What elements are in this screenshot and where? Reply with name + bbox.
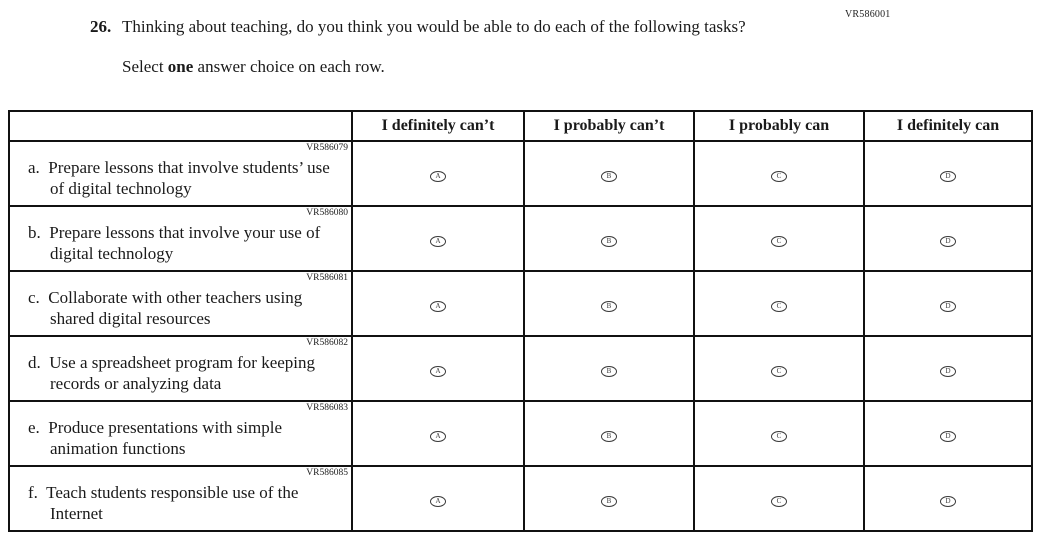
- task-label-cell: [9, 141, 352, 206]
- answer-bubble-b[interactable]: [601, 301, 617, 312]
- bubble-letter: C: [776, 236, 782, 245]
- bubble-letter: A: [435, 301, 441, 310]
- bubble-letter: C: [776, 171, 782, 180]
- bubble-letter: B: [606, 236, 612, 245]
- answer-bubble-c[interactable]: [771, 496, 787, 507]
- answer-cell: [864, 141, 1032, 206]
- task-text: [10, 479, 351, 526]
- answer-bubble-b[interactable]: [601, 366, 617, 377]
- bubble-letter: A: [435, 171, 441, 180]
- task-text: [10, 414, 351, 461]
- task-label-cell: [9, 271, 352, 336]
- table-row: [9, 206, 1032, 271]
- answer-cell: [352, 401, 524, 466]
- bubble-letter: C: [776, 301, 782, 310]
- answer-bubble-d[interactable]: [940, 171, 956, 182]
- answer-cell: [864, 206, 1032, 271]
- instruction-suffix: answer choice on each row.: [193, 57, 385, 76]
- answer-cell: [524, 206, 694, 271]
- table-row: [9, 271, 1032, 336]
- task-text: [10, 284, 351, 331]
- table-body: [9, 141, 1032, 531]
- answer-cell: [864, 466, 1032, 531]
- task-label-cell: [9, 206, 352, 271]
- task-letter: a.: [28, 158, 40, 177]
- form-code: VR586001: [845, 9, 891, 20]
- answer-bubble-a[interactable]: [430, 366, 446, 377]
- question-text: Thinking about teaching, do you think you would be able to do each of the following tasks?: [122, 17, 746, 36]
- answer-cell: [694, 206, 864, 271]
- bubble-letter: B: [606, 431, 612, 440]
- answer-cell: [524, 271, 694, 336]
- answer-cell: [864, 336, 1032, 401]
- answer-bubble-b[interactable]: [601, 236, 617, 247]
- bubble-letter: C: [776, 496, 782, 505]
- question-block: [90, 16, 810, 77]
- answer-bubble-d[interactable]: [940, 431, 956, 442]
- answer-bubble-c[interactable]: [771, 301, 787, 312]
- bubble-letter: D: [945, 236, 951, 245]
- bubble-letter: D: [945, 496, 951, 505]
- bubble-letter: B: [606, 366, 612, 375]
- row-code: VR586081: [306, 273, 348, 283]
- answer-cell: [694, 141, 864, 206]
- column-header-3: I probably can: [694, 111, 864, 141]
- instruction-prefix: Select: [122, 57, 168, 76]
- header-row: [9, 111, 1032, 141]
- row-code: VR586082: [306, 338, 348, 348]
- answer-cell: [524, 141, 694, 206]
- answer-cell: [352, 271, 524, 336]
- task-letter: e.: [28, 418, 40, 437]
- row-code: VR586079: [306, 143, 348, 153]
- answer-cell: [524, 466, 694, 531]
- task-letter: b.: [28, 223, 41, 242]
- task-description: Teach students responsible use of the Internet: [46, 483, 299, 523]
- bubble-letter: B: [606, 301, 612, 310]
- answer-cell: [864, 401, 1032, 466]
- bubble-letter: D: [945, 366, 951, 375]
- answer-bubble-c[interactable]: [771, 366, 787, 377]
- header-empty-cell: [9, 111, 352, 141]
- answer-bubble-b[interactable]: [601, 171, 617, 182]
- bubble-letter: A: [435, 496, 441, 505]
- bubble-letter: C: [776, 431, 782, 440]
- task-text: [10, 219, 351, 266]
- table-row: [9, 336, 1032, 401]
- instruction-text: [122, 57, 810, 77]
- answer-cell: [694, 336, 864, 401]
- task-description: Prepare lessons that involve students’ use of digital technology: [48, 158, 330, 198]
- answer-bubble-a[interactable]: [430, 171, 446, 182]
- table-row: [9, 466, 1032, 531]
- task-label-cell: [9, 466, 352, 531]
- bubble-letter: A: [435, 366, 441, 375]
- answer-bubble-a[interactable]: [430, 236, 446, 247]
- row-code: VR586083: [306, 403, 348, 413]
- task-description: Prepare lessons that involve your use of digital technology: [49, 223, 321, 263]
- answer-cell: [352, 206, 524, 271]
- answer-cell: [694, 401, 864, 466]
- answer-bubble-b[interactable]: [601, 431, 617, 442]
- answer-cell: [352, 336, 524, 401]
- task-letter: f.: [28, 483, 38, 502]
- instruction-bold: one: [167, 57, 194, 76]
- column-header-1: I definitely can’t: [352, 111, 524, 141]
- task-description: Collaborate with other teachers using shared digital resources: [48, 288, 303, 328]
- answer-bubble-c[interactable]: [771, 171, 787, 182]
- table-row: [9, 401, 1032, 466]
- answer-bubble-a[interactable]: [430, 301, 446, 312]
- table-row: [9, 141, 1032, 206]
- task-description: Produce presentations with simple animation functions: [48, 418, 283, 458]
- answer-bubble-c[interactable]: [771, 431, 787, 442]
- answer-cell: [864, 271, 1032, 336]
- answer-cell: [524, 401, 694, 466]
- answer-bubble-a[interactable]: [430, 431, 446, 442]
- task-description: Use a spreadsheet program for keeping records or analyzing data: [49, 353, 316, 393]
- row-code: VR586080: [306, 208, 348, 218]
- answer-cell: [524, 336, 694, 401]
- task-text: [10, 349, 351, 396]
- answer-cell: [352, 141, 524, 206]
- bubble-letter: B: [606, 496, 612, 505]
- column-header-2: I probably can’t: [524, 111, 694, 141]
- task-letter: c.: [28, 288, 40, 307]
- bubble-letter: D: [945, 431, 951, 440]
- answer-cell: [694, 271, 864, 336]
- answer-cell: [352, 466, 524, 531]
- task-letter: d.: [28, 353, 41, 372]
- bubble-letter: A: [435, 431, 441, 440]
- task-text: [10, 154, 351, 201]
- bubble-letter: D: [945, 301, 951, 310]
- answer-bubble-a[interactable]: [430, 496, 446, 507]
- column-header-4: I definitely can: [864, 111, 1032, 141]
- task-label-cell: [9, 401, 352, 466]
- row-code: VR586085: [306, 468, 348, 478]
- answer-cell: [694, 466, 864, 531]
- answer-bubble-d[interactable]: [940, 301, 956, 312]
- answer-bubble-d[interactable]: [940, 236, 956, 247]
- response-grid: [8, 110, 1033, 532]
- answer-bubble-d[interactable]: [940, 496, 956, 507]
- bubble-letter: C: [776, 366, 782, 375]
- bubble-letter: A: [435, 236, 441, 245]
- answer-bubble-c[interactable]: [771, 236, 787, 247]
- answer-bubble-b[interactable]: [601, 496, 617, 507]
- bubble-letter: B: [606, 171, 612, 180]
- answer-bubble-d[interactable]: [940, 366, 956, 377]
- question-number: 26.: [90, 17, 112, 36]
- bubble-letter: D: [945, 171, 951, 180]
- task-label-cell: [9, 336, 352, 401]
